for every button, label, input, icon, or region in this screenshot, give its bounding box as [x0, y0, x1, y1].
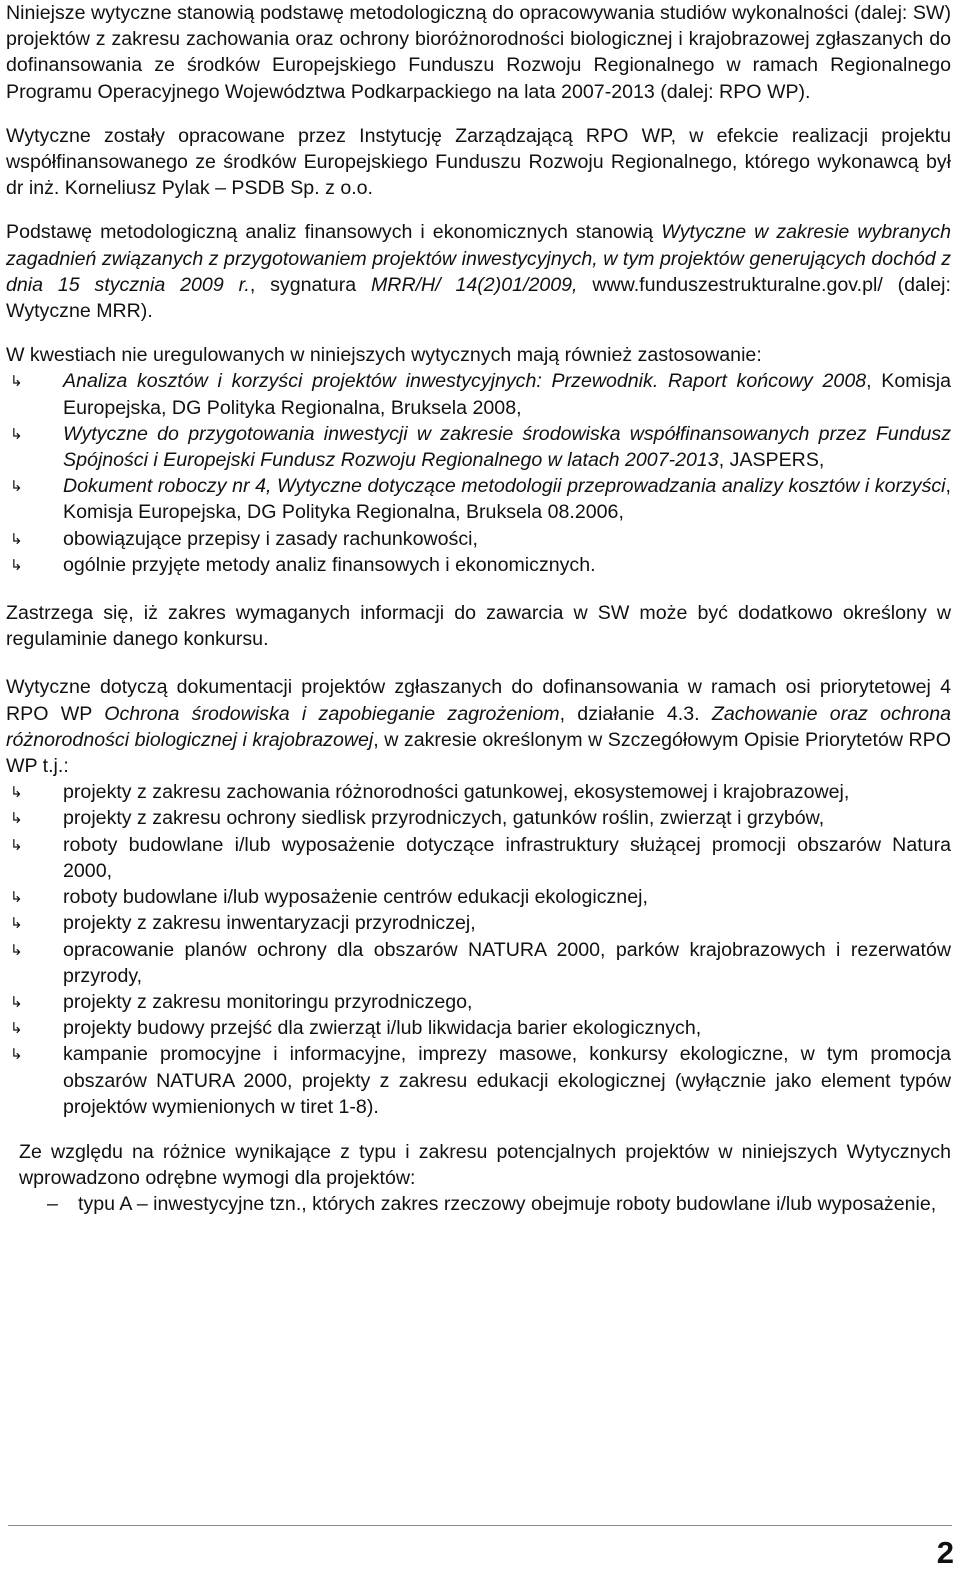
return-arrow-icon: ↳: [10, 1045, 23, 1064]
scope-paragraph: [6, 674, 951, 779]
document-body: [6, 0, 951, 1218]
list-item: [6, 937, 951, 989]
list-item: [6, 989, 951, 1015]
list-item: [6, 421, 951, 473]
methodology-guidelines-title: Wytyczne w zakresie wybranych zagadnień związanych z przygotowaniem projektów inwestycyjnych, w tym projektów generujących dochód z dnia 15 stycznia 2009 r.: [6, 221, 951, 296]
return-arrow-icon: ↳: [10, 888, 23, 907]
return-arrow-icon: ↳: [10, 940, 23, 959]
list-item-text: typu A – inwestycyjne tzn., których zakres rzeczowy obejmuje roboty budowlane i/lub wyposażenie,: [78, 1193, 937, 1216]
return-arrow-icon: ↳: [10, 835, 23, 854]
return-arrow-icon: ↳: [10, 529, 23, 548]
methodology-text-a: Podstawę metodologiczną analiz finansowych i ekonomicznych stanowią: [6, 221, 662, 244]
page-number: 2: [936, 1535, 954, 1570]
return-arrow-icon: ↳: [10, 424, 23, 443]
scope-text-e: , w zakresie określonym w Szczegółowym Opisie Priorytetów RPO WP t.j.:: [6, 728, 951, 778]
methodology-paragraph: [6, 219, 951, 324]
disclaimer-paragraph: Zastrzega się, iż zakres wymaganych informacji do zawarcia w SW może być dodatkowo określony w regulaminie danego konkursu.: [6, 602, 951, 651]
list-item-text: , Komisja Europejska, DG Polityka Regionalna, Bruksela 08.2006,: [63, 475, 951, 524]
return-arrow-icon: ↳: [10, 783, 23, 802]
return-arrow-icon: ↳: [10, 914, 23, 933]
list-item-title: Dokument roboczy nr 4, Wytyczne dotyczące metodologii przeprowadzania analizy kosztów i korzyści: [63, 475, 946, 498]
methodology-text-c: , sygnatura: [249, 273, 371, 296]
footer-divider: [8, 1525, 952, 1526]
scope-priority-axis: Ochrona środowiska i zapobieganie zagrożeniom: [104, 702, 560, 725]
list-item: [6, 832, 951, 884]
list-item: [6, 779, 951, 805]
list-item-text: , Komisja Europejska, DG Polityka Regionalna, Bruksela 2008,: [63, 370, 951, 419]
methodology-signature: MRR/H/ 14(2)01/2009,: [370, 273, 578, 296]
list-item: [6, 910, 951, 936]
list-item: [6, 805, 951, 831]
list-item: [19, 1191, 951, 1217]
list-item: [6, 552, 951, 578]
list-item: [6, 526, 951, 552]
list-item-text: kampanie promocyjne i informacyjne, imprezy masowe, konkursy ekologiczne, w tym promocja obszarów NATURA 2000, projekty z zakresu edukacji ekologicznej (wyłącznie jako element typów projektów wymienionych w tiret 1-8).: [63, 1043, 951, 1118]
list-item-text: , JASPERS,: [718, 449, 825, 472]
dash-bullet-icon: –: [47, 1193, 58, 1216]
return-arrow-icon: ↳: [10, 372, 23, 391]
scope-text-a: Wytyczne dotyczą dokumentacji projektów zgłaszanych do dofinansowania w ramach osi priorytetowej 4 RPO WP: [6, 676, 951, 725]
list-item-title: Analiza kosztów i korzyści projektów inwestycyjnych: Przewodnik. Raport końcowy 2008: [63, 370, 867, 393]
list-item-text: opracowanie planów ochrony dla obszarów NATURA 2000, parków krajobrazowych i rezerwatów przyrody,: [63, 938, 951, 987]
return-arrow-icon: ↳: [10, 1019, 23, 1038]
list-item-text: projekty z zakresu monitoringu przyrodniczego,: [63, 990, 473, 1013]
list-item-text: ogólnie przyjęte metody analiz finansowych i ekonomicznych.: [63, 553, 596, 576]
requirements-paragraph: Ze względu na różnice wynikające z typu i zakresu potencjalnych projektów w niniejszych Wytycznych wprowadzono odrębne wymogi dla projektów:: [19, 1140, 951, 1190]
methodology-text-e: www.funduszestrukturalne.gov.pl/ (dalej: Wytyczne MRR).: [6, 273, 951, 323]
return-arrow-icon: ↳: [10, 555, 23, 574]
return-arrow-icon: ↳: [10, 809, 23, 828]
list-item-text: projekty budowy przejść dla zwierząt i/lub likwidacja barier ekologicznych,: [63, 1017, 702, 1040]
list-item-title: Wytyczne do przygotowania inwestycji w zakresie środowiska współfinansowanych przez Fundusz Spójności i Europejski Fundusz Rozwoju Regionalnego w latach 2007-2013: [63, 422, 951, 472]
return-arrow-icon: ↳: [10, 992, 23, 1011]
requirements-list: [6, 1191, 951, 1217]
list-item: [6, 1041, 951, 1120]
authors-paragraph: Wytyczne zostały opracowane przez Instytucję Zarządzającą RPO WP, w efekcie realizacji projektu współfinansowanego ze środków Europejskiego Funduszu Rozwoju Regionalnego, którego wykonawcą był dr inż. Korneliusz Pylak – PSDB Sp. z o.o.: [6, 124, 951, 200]
applicable-docs-heading: W kwestiach nie uregulowanych w niniejszych wytycznych mają również zastosowanie:: [6, 344, 762, 367]
list-item-text: obowiązujące przepisy i zasady rachunkowości,: [63, 527, 478, 550]
list-item: [6, 1015, 951, 1041]
intro-paragraph: Niniejsze wytyczne stanowią podstawę metodologiczną do opracowywania studiów wykonalności (dalej: SW) projektów z zakresu zachowania oraz ochrony bioróżnorodności biologicznej i krajobrazowej zgłaszanych do dofinansowania ze środków Europejskiego Funduszu Rozwoju Regionalnego w ramach Regionalnego Programu Operacyjnego Województwa Podkarpackiego na lata 2007-2013 (dalej: RPO WP).: [6, 2, 951, 103]
list-item-text: projekty z zakresu inwentaryzacji przyrodniczej,: [63, 912, 476, 935]
applicable-docs-list: [6, 368, 951, 578]
return-arrow-icon: ↳: [10, 477, 23, 496]
scope-text-c: , działanie 4.3.: [559, 702, 712, 725]
list-item-text: roboty budowlane i/lub wyposażenie dotyczące infrastruktury służącej promocji obszarów Natura 2000,: [63, 833, 951, 882]
list-item: [6, 884, 951, 910]
list-item-text: projekty z zakresu ochrony siedlisk przyrodniczych, gatunków roślin, zwierząt i grzybów,: [63, 807, 825, 830]
list-item-text: roboty budowlane i/lub wyposażenie centrów edukacji ekologicznej,: [63, 886, 648, 909]
list-item: [6, 368, 951, 420]
project-types-list: [6, 779, 951, 1120]
scope-measure-name: Zachowanie oraz ochrona różnorodności biologicznej i krajobrazowej: [6, 702, 951, 751]
list-item-text: projekty z zakresu zachowania różnorodności gatunkowej, ekosystemowej i krajobrazowej,: [63, 781, 850, 804]
list-item: [6, 473, 951, 525]
